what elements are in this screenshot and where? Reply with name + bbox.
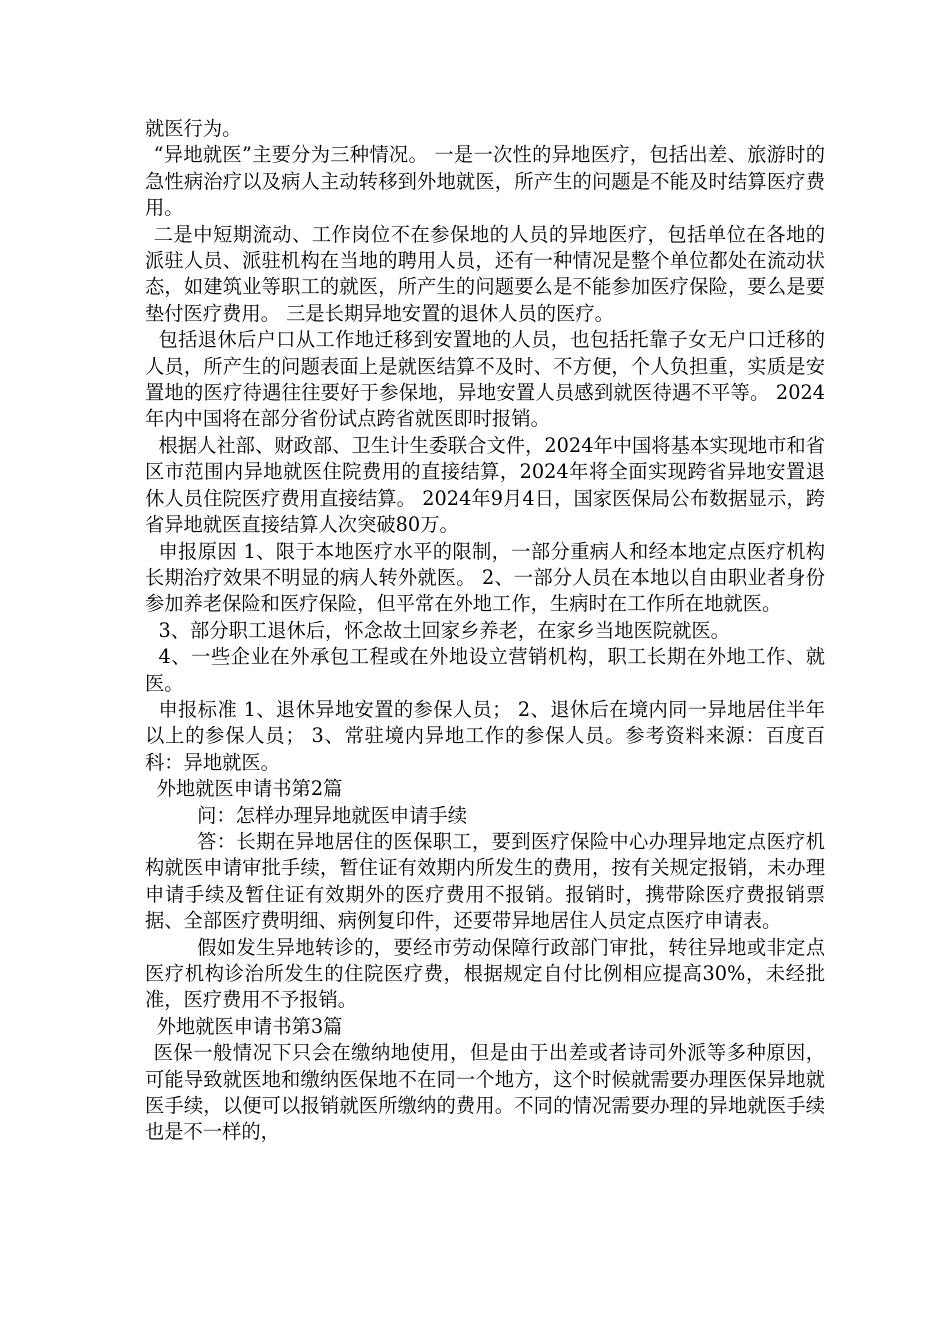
paragraph-application-standards: 申报标准 1、退休异地安置的参保人员； 2、退休后在境内同一异地居住半年以上的参保人员； 3、常驻境内异地工作的参保人员。参考资料来源：百度百科：异地就医。 (145, 697, 825, 774)
question-paragraph: 问：怎样办理异地就医申请手续 (197, 803, 468, 827)
paragraph-second-situation: 二是中短期流动、工作岗位不在参保地的人员的异地医疗，包括单位在各地的派驻人员、派驻机构在当地的聘用人员，还有一种情况是整个单位都处在流动状态，如建筑业等职工的就医，所产生的问题要么是不能参加医疗保险，要么是要垫付医疗费用。 三是长期异地安置的退休人员的医疗。 (145, 222, 825, 325)
paragraph-policy: 根据人社部、财政部、卫生计生委联合文件，2024年中国将基本实现地市和省区市范围内异地就医住院费用的直接结算，2024年将全面实现跨省异地安置退休人员住院医疗费用直接结算。 2024年9月4日，国家医保局公布数据显示，跨省异地就医直接结算人次突破80万。 (145, 433, 825, 537)
paragraph-insurance-usage: 医保一般情况下只会在缴纳地使用，但是由于出差或者诗司外派等多种原因，可能导致就医地和缴纳医保地不在同一个地方，这个时候就需要办理医保异地就医手续，以便可以报销就医所缴纳的费用。不同的情况需要办理的异地就医手续也是不一样的， (145, 1041, 825, 1144)
paragraph-continuation: 就医行为。 (145, 117, 242, 140)
answer-paragraph: 答：长期在异地居住的医保职工，要到医疗保险中心办理异地定点医疗机构就医申请审批手续，暂住证有效期内所发生的费用，按有关规定报销，未办理申请手续及暂住证有效期外的医疗费用不报销。报销时，携带除医疗费报销票据、全部医疗费明细、病例复印件，还要带异地居住人员定点医疗申请表。 (145, 829, 825, 933)
referral-paragraph: 假如发生异地转诊的，要经市劳动保障行政部门审批，转往异地或非定点医疗机构诊治所发生的住院医疗费，根据规定自付比例相应提高30%，未经批准，医疗费用不予报销。 (145, 935, 825, 1012)
section-heading-3: 外地就医申请书第3篇 (156, 1014, 343, 1038)
paragraph-three-situations: “异地就医”主要分为三种情况。 一是一次性的异地医疗，包括出差、旅游时的急性病治疗以及病人主动转移到外地就医，所产生的问题是不能及时结算医疗费用。 (145, 143, 825, 220)
section-heading-2: 外地就医申请书第2篇 (156, 777, 343, 801)
paragraph-reason-3: 3、部分职工退休后，怀念故土回家乡养老，在家乡当地医院就医。 (158, 618, 730, 642)
document-body (145, 116, 825, 1146)
paragraph-application-reasons: 申报原因 1、限于本地医疗水平的限制，一部分重病人和经本地定点医疗机构长期治疗效果不明显的病人转外就医。 2、一部分人员在本地以自由职业者身份参加养老保险和医疗保险，但平常在外地工作，生病时在工作所在地就医。 (145, 539, 825, 616)
paragraph-reason-4: 4、一些企业在外承包工程或在外地设立营销机构，职工长期在外地工作、就医。 (145, 645, 825, 695)
paragraph-retirees: 包括退休后户口从工作地迁移到安置地的人员，也包括托靠子女无户口迁移的人员，所产生的问题表面上是就医结算不及时、不方便，个人负担重，实质是安置地的医疗待遇往往要好于参保地，异地安置人员感到就医待遇不平等。 2024年内中国将在部分省份试点跨省就医即时报销。 (145, 328, 825, 431)
